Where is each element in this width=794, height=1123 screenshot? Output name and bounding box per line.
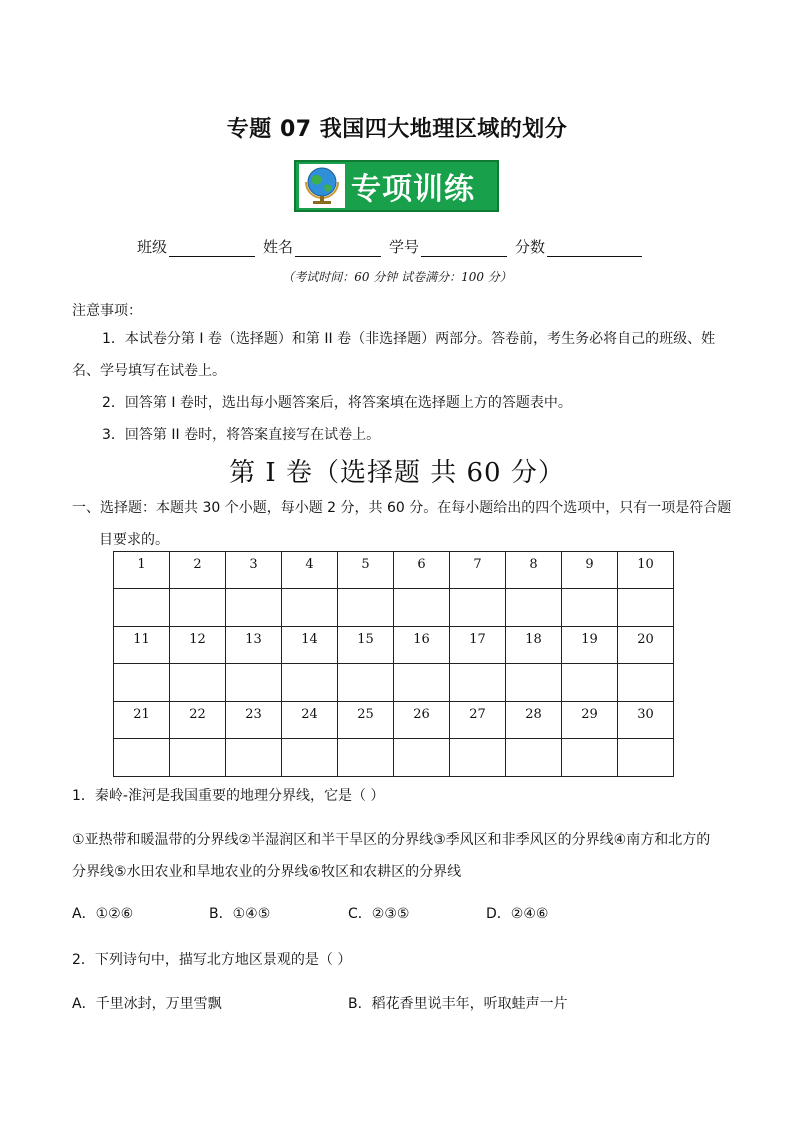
answer-cell[interactable] bbox=[170, 664, 226, 702]
answer-cell[interactable] bbox=[114, 664, 170, 702]
question-number-cell: 1 bbox=[114, 552, 170, 589]
question-2-stem: 2．下列诗句中，描写北方地区景观的是（ ） bbox=[72, 952, 352, 968]
answer-cell[interactable] bbox=[226, 589, 282, 627]
answer-cell[interactable] bbox=[338, 664, 394, 702]
answer-cell[interactable] bbox=[562, 739, 618, 777]
question-number-cell: 9 bbox=[562, 552, 618, 589]
answer-cell[interactable] bbox=[450, 664, 506, 702]
note-item: 3．回答第 II 卷时，将答案直接写在试卷上。 bbox=[102, 427, 381, 443]
question-number-cell: 28 bbox=[506, 702, 562, 739]
answer-cell[interactable] bbox=[562, 664, 618, 702]
answer-cell[interactable] bbox=[282, 739, 338, 777]
option-a[interactable]: A．①②⑥ bbox=[72, 906, 134, 922]
question-number-cell: 5 bbox=[338, 552, 394, 589]
name-blank[interactable] bbox=[295, 240, 381, 257]
question-number-cell: 3 bbox=[226, 552, 282, 589]
question-number-cell: 19 bbox=[562, 627, 618, 664]
question-number-cell: 26 bbox=[394, 702, 450, 739]
answer-cell[interactable] bbox=[226, 664, 282, 702]
page-title: 专题 07 我国四大地理区域的划分 bbox=[226, 117, 568, 142]
question-number-cell: 15 bbox=[338, 627, 394, 664]
question-number-cell: 22 bbox=[170, 702, 226, 739]
question-number-cell: 8 bbox=[506, 552, 562, 589]
answer-row bbox=[114, 739, 674, 777]
logo-banner bbox=[294, 160, 499, 212]
instructions-line: 目要求的。 bbox=[99, 532, 169, 548]
number-row bbox=[114, 552, 674, 589]
answer-cell[interactable] bbox=[394, 589, 450, 627]
answer-cell[interactable] bbox=[282, 589, 338, 627]
answer-row bbox=[114, 589, 674, 627]
question-number-cell: 17 bbox=[450, 627, 506, 664]
question-number-cell: 7 bbox=[450, 552, 506, 589]
statement-line: 分界线⑤水田农业和旱地农业的分界线⑥牧区和农耕区的分界线 bbox=[72, 864, 462, 880]
option-c[interactable]: C．②③⑤ bbox=[348, 906, 410, 922]
question-number-cell: 24 bbox=[282, 702, 338, 739]
section-title: 第 I 卷（选择题 共 60 分） bbox=[229, 458, 565, 488]
answer-cell[interactable] bbox=[450, 589, 506, 627]
question-number-cell: 20 bbox=[618, 627, 674, 664]
question-number-cell: 29 bbox=[562, 702, 618, 739]
class-blank[interactable] bbox=[169, 240, 255, 257]
answer-cell[interactable] bbox=[170, 739, 226, 777]
option-b[interactable]: B．稻花香里说丰年，听取蛙声一片 bbox=[348, 996, 568, 1012]
note-item: 1．本试卷分第 I 卷（选择题）和第 II 卷（非选择题）两部分。答卷前，考生务必将自己的班级、姓名、学号填写在试卷上。 bbox=[72, 331, 716, 379]
question-number-cell: 21 bbox=[114, 702, 170, 739]
section-instructions bbox=[72, 492, 732, 556]
answer-cell[interactable] bbox=[114, 739, 170, 777]
question-1-statements bbox=[72, 824, 732, 888]
answer-cell[interactable] bbox=[338, 739, 394, 777]
answer-cell[interactable] bbox=[450, 739, 506, 777]
student-id-blank[interactable] bbox=[421, 240, 507, 257]
score-field[interactable] bbox=[515, 236, 642, 257]
logo-text: 专项训练 bbox=[351, 172, 475, 207]
student-id-label: 学号 bbox=[389, 238, 420, 256]
student-id-field[interactable] bbox=[389, 236, 507, 257]
answer-cell[interactable] bbox=[114, 589, 170, 627]
answer-table bbox=[113, 551, 674, 777]
student-info-fields bbox=[137, 236, 650, 257]
option-d[interactable]: D．②④⑥ bbox=[486, 906, 549, 922]
answer-cell[interactable] bbox=[394, 664, 450, 702]
note-item: 2．回答第 I 卷时，选出每小题答案后，将答案填在选择题上方的答题表中。 bbox=[102, 395, 572, 411]
question-number-cell: 11 bbox=[114, 627, 170, 664]
question-number-cell: 30 bbox=[618, 702, 674, 739]
name-label: 姓名 bbox=[263, 238, 294, 256]
answer-cell[interactable] bbox=[562, 589, 618, 627]
answer-cell[interactable] bbox=[394, 739, 450, 777]
instructions-line: 一、选择题：本题共 30 个小题，每小题 2 分，共 60 分。在每小题给出的四个选项中，只有一项是符合题 bbox=[72, 500, 732, 516]
answer-cell[interactable] bbox=[506, 739, 562, 777]
answer-row bbox=[114, 664, 674, 702]
answer-cell[interactable] bbox=[618, 589, 674, 627]
class-field[interactable] bbox=[137, 236, 255, 257]
name-field[interactable] bbox=[263, 236, 381, 257]
class-label: 班级 bbox=[137, 238, 168, 256]
answer-cell[interactable] bbox=[338, 589, 394, 627]
question-number-cell: 16 bbox=[394, 627, 450, 664]
question-number-cell: 6 bbox=[394, 552, 450, 589]
question-number-cell: 23 bbox=[226, 702, 282, 739]
question-1-stem: 1．秦岭-淮河是我国重要的地理分界线，它是（ ） bbox=[72, 788, 385, 804]
score-blank[interactable] bbox=[547, 240, 642, 257]
option-b[interactable]: B．①④⑤ bbox=[209, 906, 271, 922]
question-number-cell: 10 bbox=[618, 552, 674, 589]
notes-label: 注意事项： bbox=[72, 303, 142, 319]
exam-info: （考试时间：60 分钟 试卷满分：100 分） bbox=[282, 270, 512, 284]
number-row bbox=[114, 702, 674, 739]
question-number-cell: 27 bbox=[450, 702, 506, 739]
question-number-cell: 18 bbox=[506, 627, 562, 664]
answer-cell[interactable] bbox=[506, 664, 562, 702]
question-number-cell: 25 bbox=[338, 702, 394, 739]
option-a[interactable]: A．千里冰封，万里雪飘 bbox=[72, 996, 222, 1012]
number-row bbox=[114, 627, 674, 664]
question-number-cell: 13 bbox=[226, 627, 282, 664]
answer-cell[interactable] bbox=[170, 589, 226, 627]
answer-cell[interactable] bbox=[618, 739, 674, 777]
answer-cell[interactable] bbox=[618, 664, 674, 702]
question-number-cell: 12 bbox=[170, 627, 226, 664]
question-number-cell: 2 bbox=[170, 552, 226, 589]
globe-icon bbox=[299, 164, 345, 208]
statement-line: ①亚热带和暖温带的分界线②半湿润区和半干旱区的分界线③季风区和非季风区的分界线④南方和北方的 bbox=[72, 832, 711, 848]
answer-cell[interactable] bbox=[226, 739, 282, 777]
answer-cell[interactable] bbox=[282, 664, 338, 702]
question-number-cell: 14 bbox=[282, 627, 338, 664]
question-number-cell: 4 bbox=[282, 552, 338, 589]
score-label: 分数 bbox=[515, 238, 546, 256]
answer-cell[interactable] bbox=[506, 589, 562, 627]
